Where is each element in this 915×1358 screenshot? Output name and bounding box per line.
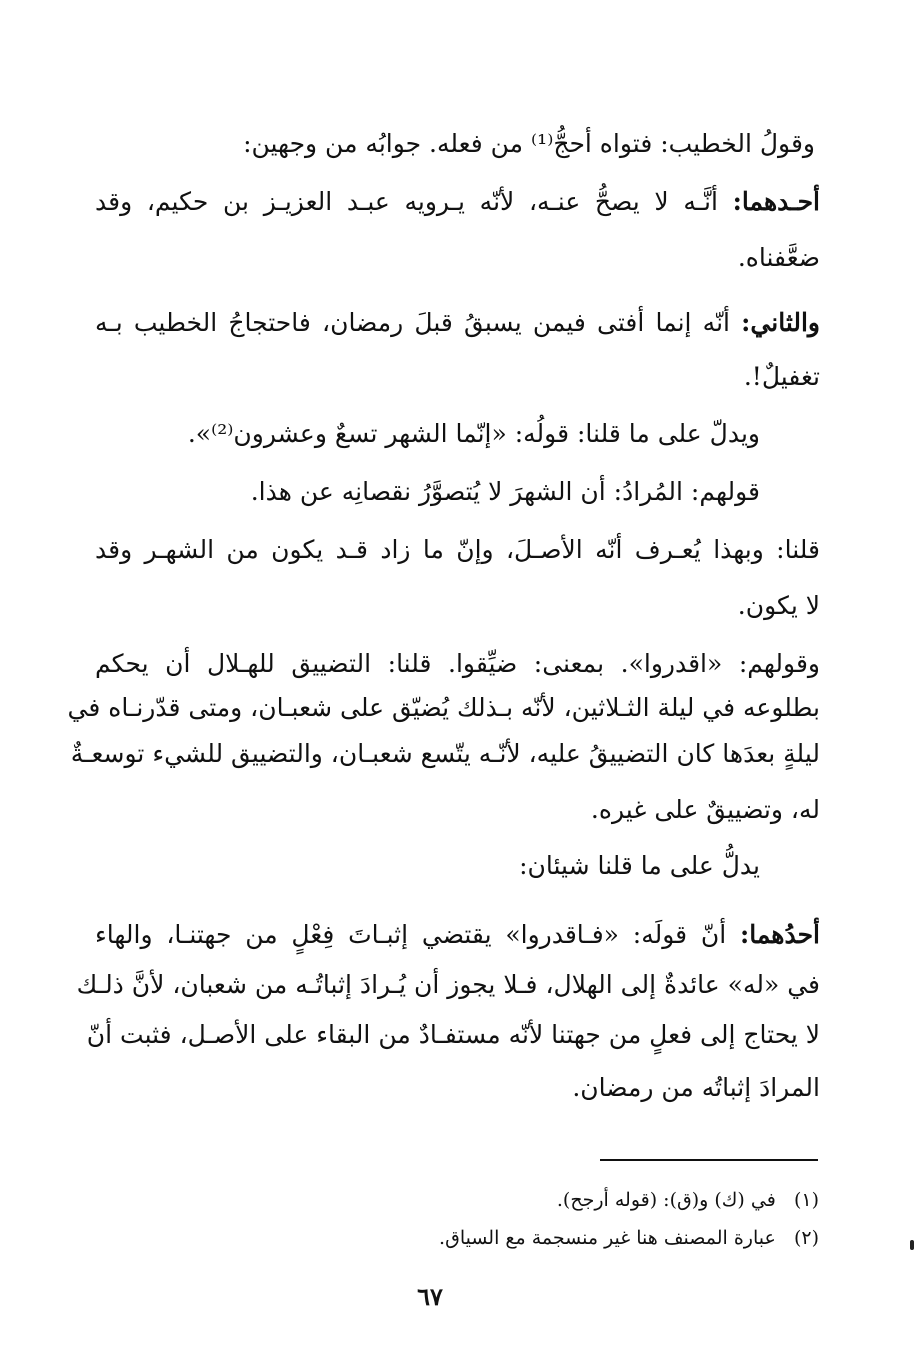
text-line <box>95 310 820 335</box>
text-line <box>95 922 820 947</box>
text-line <box>243 131 815 156</box>
text-line <box>95 537 820 562</box>
line-text: بطلوعه في ليلة الثـلاثين، لأنّه بـذلك يُضيّق على شعبـان، ومتى قدّرنـاه في <box>67 693 820 722</box>
line-text: يدلُّ على ما قلنا شيئان: <box>519 851 760 880</box>
text-line <box>572 1075 820 1100</box>
footnote-text: عبارة المصنف هنا غير منسجمة مع السياق. <box>439 1227 776 1249</box>
footnote-marker: (١) <box>793 1189 819 1211</box>
text-line <box>95 651 820 676</box>
line-text: لا يكون. <box>737 591 820 620</box>
line-text: المرادَ إثباتُه من رمضان. <box>572 1073 820 1102</box>
footnote-text: في (ك) و(ق): (قوله أرجح). <box>556 1189 776 1211</box>
page-number: ٦٧ <box>417 1282 443 1311</box>
text-line <box>188 421 760 446</box>
line-text: وقولهم: «اقدروا». بمعنى: ضيِّقوا. قلنا: التضييق للهـلال أن يحكم <box>95 649 820 678</box>
footnote <box>557 1189 819 1211</box>
text-line <box>67 693 820 722</box>
line-text: قلنا: وبهذا يُعـرف أنّه الأصـلَ، وإنّ ما زاد قـد يكون من الشهـر وقد <box>95 535 820 564</box>
line-text: في «له» عائدةٌ إلى الهلال، فـلا يجوز أن يُـرادَ إثباتُـه من شعبان، لأنَّ ذلـك <box>76 970 820 999</box>
line-text: أنّ قولَه: «فـاقدروا» يقتضي إثبـاتَ فِعْلٍ من جهتنـا، والهاء <box>95 920 727 949</box>
paragraph-lead: أحـدهما: <box>732 187 820 216</box>
footnote-separator <box>600 1159 818 1161</box>
footnote <box>439 1227 819 1249</box>
text-line <box>86 1020 820 1049</box>
line-text: ضعَّفناه. <box>737 243 820 272</box>
line-text: تغفيلٌ!. <box>743 362 820 391</box>
line-text: أنَّـه لا يصحُّ عنـه، لأنّه يـرويه عبـد العزيـز بن حكيم، وقد <box>95 187 718 216</box>
line-text: قولهم: المُرادُ: أن الشهرَ لا يُتصوَّرُ نقصانِه عن هذا. <box>250 477 760 506</box>
text-line <box>70 739 820 768</box>
text-line <box>738 593 820 618</box>
line-text: ويدلّ على ما قلنا: قولُه: «إنّما الشهر تسعٌ وعشرون⁽²⁾». <box>187 419 760 448</box>
line-text: لا يحتاج إلى فعلٍ من جهتنا لأنّه مستفـادٌ من البقاء على الأصـل، فثبت أنّ <box>86 1020 820 1049</box>
line-text: وقولُ الخطيب: فتواه أحجُّ⁽¹⁾ من فعله. جوابُه من وجهين: <box>243 129 815 158</box>
paragraph-lead: والثاني: <box>741 308 820 337</box>
text-line <box>519 853 760 878</box>
text-line <box>591 797 820 822</box>
text-line <box>76 970 820 999</box>
line-text: ليلةٍ بعدَها كان التضييقُ عليه، لأنّـه يتّسع شعبـان، والتضييق للشيء توسعـةٌ <box>70 739 820 768</box>
text-line <box>95 189 820 214</box>
line-text: أنّه إنما أفتى فيمن يسبقُ قبلَ رمضان، فاحتجاجُ الخطيب بـه <box>95 308 730 337</box>
paragraph-lead: أحدُهما: <box>739 920 820 949</box>
footnote-marker: (٢) <box>793 1227 819 1249</box>
text-line <box>744 364 820 389</box>
line-text: له، وتضييقٌ على غيره. <box>590 795 820 824</box>
text-line <box>251 479 760 504</box>
text-line <box>738 245 820 270</box>
scan-edge-mark <box>910 1240 914 1250</box>
